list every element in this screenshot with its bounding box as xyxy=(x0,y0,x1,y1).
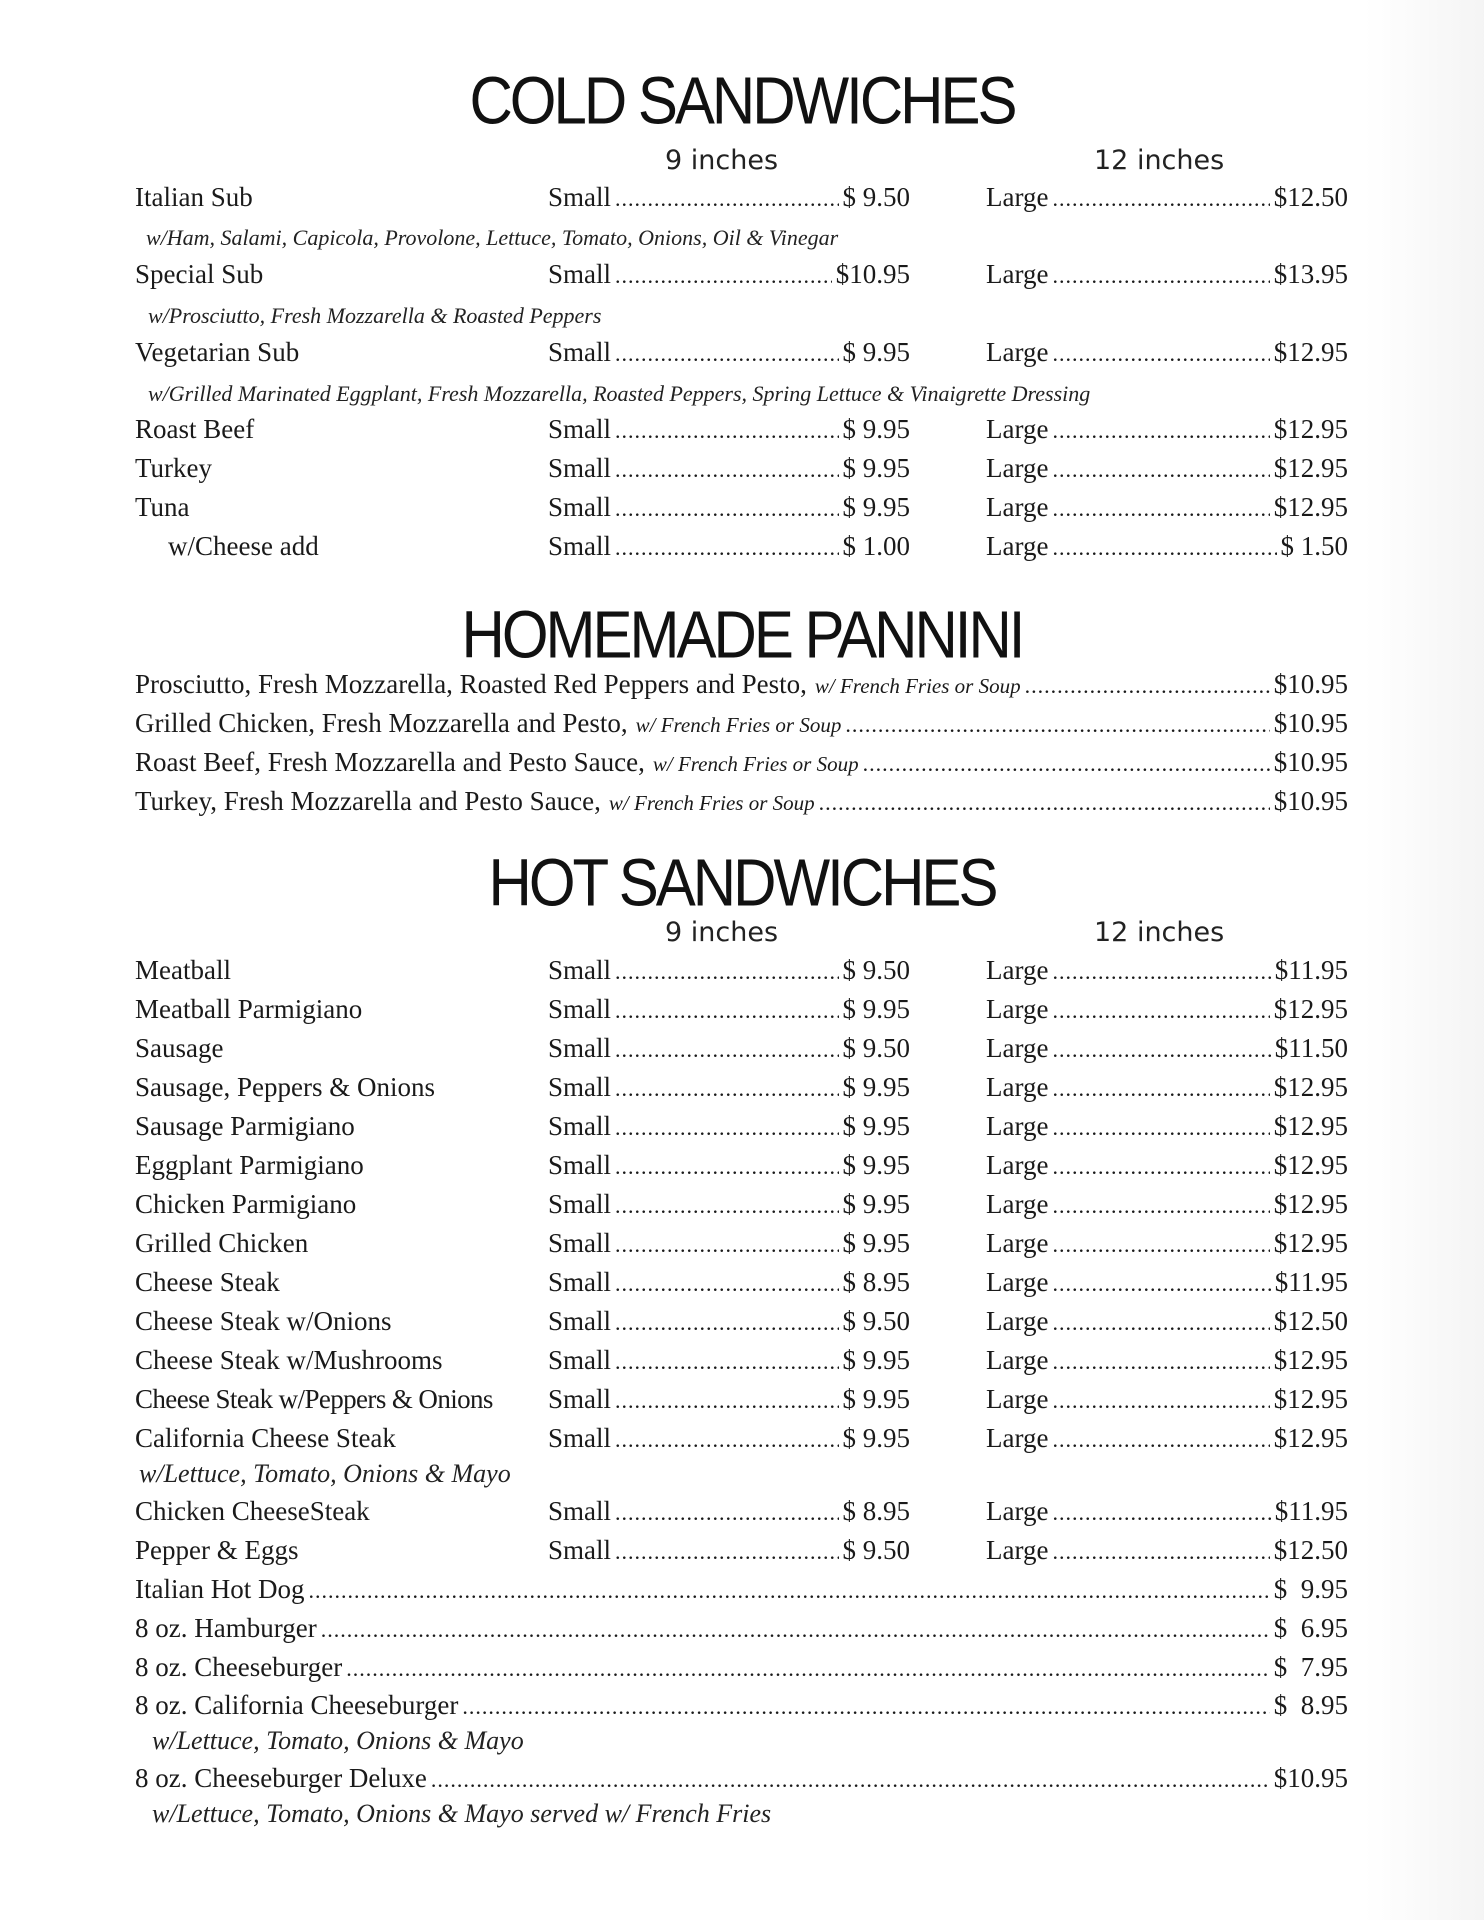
item-price: $10.95 xyxy=(1273,786,1348,816)
large-label: Large xyxy=(986,1072,1049,1102)
small-price: $ 9.95 xyxy=(842,1345,910,1375)
large-label: Large xyxy=(986,492,1049,522)
small-label: Small xyxy=(548,1306,612,1336)
panini-item xyxy=(0,786,1484,822)
large-price: $11.50 xyxy=(1274,1033,1348,1063)
item-description: w/Lettuce, Tomato, Onions & Mayo served w/ French Fries xyxy=(152,1799,772,1828)
small-label: Small xyxy=(548,453,612,483)
large-price: $11.95 xyxy=(1274,1496,1348,1526)
small-price: $ 9.95 xyxy=(842,1384,910,1414)
large-label: Large xyxy=(986,337,1049,367)
menu-item xyxy=(0,414,1484,450)
item-name: Cheese Steak w/Onions xyxy=(135,1306,392,1336)
large-label: Large xyxy=(986,1111,1049,1141)
panini-price-line xyxy=(135,786,1348,817)
menu-item xyxy=(0,182,1484,218)
large-label: Large xyxy=(986,1267,1049,1297)
menu-item xyxy=(0,1384,1484,1420)
menu-item xyxy=(0,1613,1484,1649)
item-name: Sausage, Peppers & Onions xyxy=(135,1072,435,1102)
item-name: Turkey, Fresh Mozzarella and Pesto Sauce, xyxy=(135,786,601,816)
item-name: 8 oz. California Cheeseburger xyxy=(135,1690,459,1720)
large-price: $ 1.50 xyxy=(1280,531,1348,561)
item-price: $ 6.95 xyxy=(1273,1613,1348,1643)
large-label: Large xyxy=(986,1189,1049,1219)
small-price: $ 1.00 xyxy=(842,531,910,561)
item-name: Meatball xyxy=(135,955,231,985)
large-label: Large xyxy=(986,531,1049,561)
large-price-line xyxy=(986,453,1348,484)
item-name: Tuna xyxy=(135,492,190,522)
large-price-line xyxy=(986,492,1348,523)
large-price: $12.95 xyxy=(1273,1384,1348,1414)
item-name: Grilled Chicken, Fresh Mozzarella and Pesto, xyxy=(135,708,628,738)
small-price: $ 9.95 xyxy=(842,1111,910,1141)
large-price-line xyxy=(986,531,1348,562)
small-label: Small xyxy=(548,1535,612,1565)
hot-small-size-header: 9 inches xyxy=(665,917,779,948)
small-price-line xyxy=(548,182,910,213)
menu-item xyxy=(0,1306,1484,1342)
menu-item xyxy=(0,1763,1484,1799)
small-price: $ 8.95 xyxy=(842,1267,910,1297)
large-price: $11.95 xyxy=(1274,955,1348,985)
item-name: Prosciutto, Fresh Mozzarella, Roasted Red Peppers and Pesto, xyxy=(135,669,807,699)
item-name: Grilled Chicken xyxy=(135,1228,309,1258)
item-name: Turkey xyxy=(135,453,213,483)
item-name: 8 oz. Cheeseburger Deluxe xyxy=(135,1763,427,1793)
item-name: California Cheese Steak xyxy=(135,1423,396,1453)
small-price: $ 9.95 xyxy=(842,1423,910,1453)
large-price: $12.50 xyxy=(1273,182,1348,212)
item-name: Eggplant Parmigiano xyxy=(135,1150,364,1180)
large-price-line xyxy=(986,1345,1348,1376)
small-label: Small xyxy=(548,1496,612,1526)
item-side-note: w/ French Fries or Soup xyxy=(814,674,1021,698)
menu-item xyxy=(0,531,1484,567)
large-price-line xyxy=(986,1306,1348,1337)
price-line xyxy=(135,1613,1348,1644)
small-price-line xyxy=(548,994,910,1025)
large-label: Large xyxy=(986,994,1049,1024)
large-label: Large xyxy=(986,1228,1049,1258)
large-label: Large xyxy=(986,1384,1049,1414)
item-name: Vegetarian Sub xyxy=(135,337,300,367)
large-price-line xyxy=(986,414,1348,445)
small-label: Small xyxy=(548,1228,612,1258)
large-price-line xyxy=(986,994,1348,1025)
menu-item xyxy=(0,1189,1484,1225)
item-description: w/Lettuce, Tomato, Onions & Mayo xyxy=(152,1726,524,1755)
small-price: $ 9.95 xyxy=(842,337,910,367)
small-label: Small xyxy=(548,1072,612,1102)
small-price: $ 9.95 xyxy=(842,1150,910,1180)
menu-item xyxy=(0,1150,1484,1186)
small-label: Small xyxy=(548,994,612,1024)
small-price-line xyxy=(548,1535,910,1566)
item-price: $10.95 xyxy=(1273,1763,1348,1793)
menu-item xyxy=(0,1228,1484,1264)
small-price: $ 9.50 xyxy=(842,1306,910,1336)
small-price-line xyxy=(548,1496,910,1527)
small-price: $ 9.95 xyxy=(842,1228,910,1258)
small-label: Small xyxy=(548,1267,612,1297)
large-price-line xyxy=(986,1150,1348,1181)
price-line xyxy=(135,1690,1348,1721)
item-price: $ 8.95 xyxy=(1273,1690,1348,1720)
small-price-line xyxy=(548,1345,910,1376)
large-price: $12.95 xyxy=(1273,337,1348,367)
item-name: Italian Hot Dog xyxy=(135,1574,305,1604)
large-label: Large xyxy=(986,1535,1049,1565)
large-price: $12.95 xyxy=(1273,1189,1348,1219)
menu-item xyxy=(0,1267,1484,1303)
large-label: Large xyxy=(986,955,1049,985)
small-price: $ 9.50 xyxy=(842,1033,910,1063)
item-name: Chicken CheeseSteak xyxy=(135,1496,370,1526)
item-price: $10.95 xyxy=(1273,708,1348,738)
small-label: Small xyxy=(548,1384,612,1414)
price-line xyxy=(135,1652,1348,1683)
menu-item xyxy=(0,259,1484,295)
small-price-line xyxy=(548,1384,910,1415)
large-price: $12.95 xyxy=(1273,1111,1348,1141)
menu-item xyxy=(0,1496,1484,1532)
price-line xyxy=(135,1763,1348,1794)
small-label: Small xyxy=(548,531,612,561)
large-price: $12.95 xyxy=(1273,453,1348,483)
item-name: Cheese Steak w/Peppers & Onions xyxy=(135,1384,493,1414)
small-price-line xyxy=(548,1150,910,1181)
small-label: Small xyxy=(548,414,612,444)
small-price-line xyxy=(548,259,910,290)
menu-item xyxy=(0,955,1484,991)
item-description: w/Grilled Marinated Eggplant, Fresh Mozzarella, Roasted Peppers, Spring Lettuce & Vinaigrette Dressing xyxy=(148,381,1091,406)
panini-item xyxy=(0,708,1484,744)
small-label: Small xyxy=(548,1189,612,1219)
small-price-line xyxy=(548,531,910,562)
item-side-note: w/ French Fries or Soup xyxy=(608,791,815,815)
small-price-line xyxy=(548,1267,910,1298)
small-price: $ 9.95 xyxy=(842,492,910,522)
small-label: Small xyxy=(548,182,612,212)
menu-item xyxy=(0,1423,1484,1459)
small-price: $10.95 xyxy=(835,259,910,289)
large-price: $13.95 xyxy=(1273,259,1348,289)
large-price-line xyxy=(986,1228,1348,1259)
menu-item xyxy=(0,1033,1484,1069)
panini-price-line xyxy=(135,747,1348,778)
small-price: $ 9.50 xyxy=(842,955,910,985)
menu-item xyxy=(0,1690,1484,1726)
item-side-note: w/ French Fries or Soup xyxy=(652,752,859,776)
menu-item xyxy=(0,1652,1484,1688)
menu-item xyxy=(0,453,1484,489)
item-description: w/Prosciutto, Fresh Mozzarella & Roasted Peppers xyxy=(148,303,602,328)
cold-small-size-header: 9 inches xyxy=(665,145,779,176)
item-description: w/Ham, Salami, Capicola, Provolone, Lettuce, Tomato, Onions, Oil & Vinegar xyxy=(146,225,839,250)
small-price: $ 8.95 xyxy=(842,1496,910,1526)
item-description: w/Lettuce, Tomato, Onions & Mayo xyxy=(139,1459,511,1488)
item-name: Sausage xyxy=(135,1033,224,1063)
item-name: Pepper & Eggs xyxy=(135,1535,299,1565)
large-price: $12.50 xyxy=(1273,1306,1348,1336)
large-label: Large xyxy=(986,1496,1049,1526)
item-name: Special Sub xyxy=(135,259,264,289)
small-price: $ 9.95 xyxy=(842,1189,910,1219)
small-price: $ 9.50 xyxy=(842,1535,910,1565)
large-price-line xyxy=(986,1535,1348,1566)
small-label: Small xyxy=(548,337,612,367)
large-price: $12.50 xyxy=(1273,1535,1348,1565)
item-name: w/Cheese add xyxy=(168,531,319,561)
small-label: Small xyxy=(548,259,612,289)
large-label: Large xyxy=(986,259,1049,289)
panini-price-line xyxy=(135,669,1348,700)
large-label: Large xyxy=(986,1345,1049,1375)
menu-item xyxy=(0,492,1484,528)
hot-large-size-header: 12 inches xyxy=(1094,917,1225,948)
menu-item xyxy=(0,1345,1484,1381)
small-price-line xyxy=(548,955,910,986)
large-label: Large xyxy=(986,1033,1049,1063)
large-price: $12.95 xyxy=(1273,1150,1348,1180)
large-price-line xyxy=(986,259,1348,290)
large-price-line xyxy=(986,1072,1348,1103)
item-name: Meatball Parmigiano xyxy=(135,994,363,1024)
small-price-line xyxy=(548,1033,910,1064)
item-name: Italian Sub xyxy=(135,182,253,212)
large-label: Large xyxy=(986,1150,1049,1180)
small-price-line xyxy=(548,1072,910,1103)
item-price: $10.95 xyxy=(1273,747,1348,777)
item-price: $ 7.95 xyxy=(1273,1652,1348,1682)
large-price-line xyxy=(986,955,1348,986)
small-label: Small xyxy=(548,1345,612,1375)
small-price-line xyxy=(548,453,910,484)
item-name: Cheese Steak xyxy=(135,1267,280,1297)
large-price-line xyxy=(986,1189,1348,1220)
cold-sandwiches-title: COLD SANDWICHES xyxy=(469,62,1015,139)
small-label: Small xyxy=(548,1033,612,1063)
panini-price-line xyxy=(135,708,1348,739)
item-name: Roast Beef, Fresh Mozzarella and Pesto Sauce, xyxy=(135,747,645,777)
small-label: Small xyxy=(548,492,612,522)
small-price-line xyxy=(548,337,910,368)
cold-large-size-header: 12 inches xyxy=(1094,145,1225,176)
menu-item xyxy=(0,337,1484,373)
large-price-line xyxy=(986,182,1348,213)
small-price: $ 9.95 xyxy=(842,453,910,483)
large-price-line xyxy=(986,1423,1348,1454)
hot-sandwiches-title: HOT SANDWICHES xyxy=(488,844,996,921)
item-name: Chicken Parmigiano xyxy=(135,1189,357,1219)
item-name: Roast Beef xyxy=(135,414,255,444)
large-price-line xyxy=(986,1111,1348,1142)
small-label: Small xyxy=(548,1423,612,1453)
item-name: Sausage Parmigiano xyxy=(135,1111,355,1141)
small-price-line xyxy=(548,1306,910,1337)
item-name: Cheese Steak w/Mushrooms xyxy=(135,1345,443,1375)
panini-item xyxy=(0,747,1484,783)
item-price: $10.95 xyxy=(1273,669,1348,699)
small-price-line xyxy=(548,1228,910,1259)
small-price-line xyxy=(548,414,910,445)
small-price-line xyxy=(548,1189,910,1220)
small-price: $ 9.95 xyxy=(842,994,910,1024)
large-label: Large xyxy=(986,1306,1049,1336)
large-price: $12.95 xyxy=(1273,1228,1348,1258)
large-price: $12.95 xyxy=(1273,994,1348,1024)
large-price: $11.95 xyxy=(1274,1267,1348,1297)
menu-item xyxy=(0,994,1484,1030)
item-name: 8 oz. Hamburger xyxy=(135,1613,317,1643)
menu-item xyxy=(0,1535,1484,1571)
large-price-line xyxy=(986,1267,1348,1298)
large-price: $12.95 xyxy=(1273,1345,1348,1375)
small-price-line xyxy=(548,492,910,523)
price-line xyxy=(135,1574,1348,1605)
large-label: Large xyxy=(986,414,1049,444)
item-name: 8 oz. Cheeseburger xyxy=(135,1652,343,1682)
homemade-pannini-title: HOMEMADE PANNINI xyxy=(461,596,1023,673)
panini-item xyxy=(0,669,1484,705)
item-price: $ 9.95 xyxy=(1273,1574,1348,1604)
item-side-note: w/ French Fries or Soup xyxy=(635,713,842,737)
menu-item xyxy=(0,1072,1484,1108)
menu-item xyxy=(0,1111,1484,1147)
large-price-line xyxy=(986,1496,1348,1527)
small-price: $ 9.95 xyxy=(842,1072,910,1102)
small-price-line xyxy=(548,1111,910,1142)
large-price: $12.95 xyxy=(1273,492,1348,522)
small-label: Small xyxy=(548,1150,612,1180)
small-price-line xyxy=(548,1423,910,1454)
large-price: $12.95 xyxy=(1273,414,1348,444)
large-label: Large xyxy=(986,453,1049,483)
menu-item xyxy=(0,1574,1484,1610)
large-price: $12.95 xyxy=(1273,1423,1348,1453)
small-price: $ 9.95 xyxy=(842,414,910,444)
large-price-line xyxy=(986,1384,1348,1415)
small-price: $ 9.50 xyxy=(842,182,910,212)
large-price-line xyxy=(986,1033,1348,1064)
small-label: Small xyxy=(548,1111,612,1141)
large-label: Large xyxy=(986,1423,1049,1453)
large-price: $12.95 xyxy=(1273,1072,1348,1102)
large-price-line xyxy=(986,337,1348,368)
large-label: Large xyxy=(986,182,1049,212)
small-label: Small xyxy=(548,955,612,985)
